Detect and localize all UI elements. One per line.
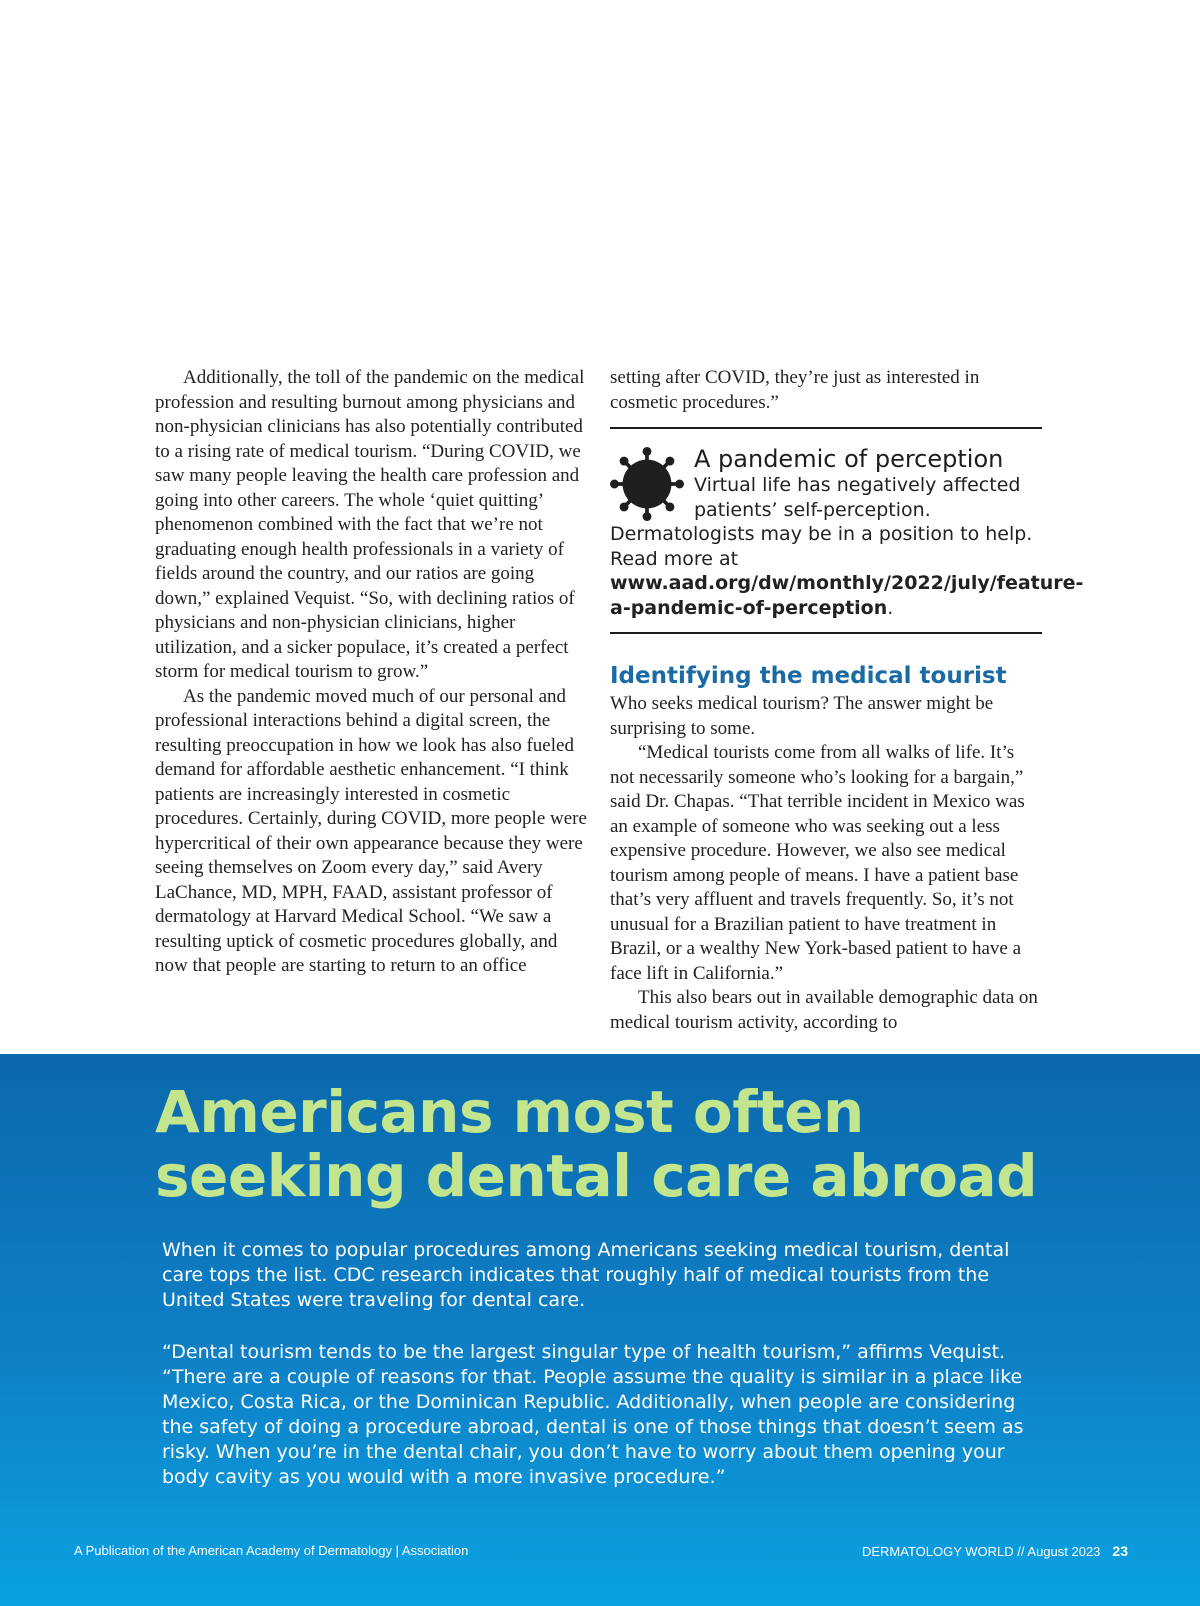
body-paragraph: “Medical tourists come from all walks of life. It’s not necessarily someone who’s looking for a bargain,” said Dr. Chapas. “That terrible incident in Mexico was an example of someone who was seeking out a less expensive procedure. However, we also see medical tourism among people of means. I have a patient base that’s very affluent and travels frequently. So, it’s not unusual for a Brazilian patient to have treatment in Brazil, or a wealthy New York-based patient to have a face lift in California.”	[610, 742, 1025, 984]
sidebar-box	[610, 427, 1084, 634]
body-paragraph: This also bears out in available demographic data on medical tourism activity, according to	[610, 987, 1038, 1033]
left-column	[155, 366, 587, 979]
body-paragraph: Additionally, the toll of the pandemic on the medical profession and resulting burnout among physicians and non-physician clinicians has also potentially contributed to a rising rate of medical tourism. “During COVID, we saw many people leaving the health care profession and going into other careers. The whole ‘quiet quitting’ phenomenon combined with the fact that we’re not graduating enough health professionals in a variety of fields around the country, and our ratios are going down,” explained Vequist. “So, with declining ratios of physicians and non-physician clinicians, higher utilization, and a sicker populace, it’s created a perfect storm for medical tourism to grow.”	[155, 367, 585, 682]
body-paragraph: As the pandemic moved much of our personal and professional interactions behind a digital screen, the resulting preoccupation in how we look has also fueled demand for affordable aesthetic enhancement. “I think patients are increasingly interested in cosmetic procedures. Certainly, during COVID, more people were hypercritical of their own appearance because they were seeing themselves on Zoom every day,” said Avery LaChance, MD, MPH, FAAD, assistant professor of dermatology at Harvard Medical School. “We saw a resulting uptick of cosmetic procedures globally, and now that people are starting to return to an office	[155, 685, 587, 976]
footer-issue	[862, 1543, 1128, 1559]
right-column	[610, 366, 1084, 1035]
body-paragraph: setting after COVID, they’re just as interested in cosmetic procedures.”	[610, 367, 980, 413]
panel-paragraph: “Dental tourism tends to be the largest singular type of health tourism,” affirms Vequist. “There are a couple of reasons for that. People assume the quality is similar in a place like Mexico, Costa Rica, or the Dominican Republic. Additionally, when people are considering the safety of doing a procedure abroad, dental is one of those things that doesn’t seem as risky. When you’re in the dental chair, you don’t have to worry about them opening your body cavity as you would with a more invasive procedure.”	[162, 1341, 1024, 1488]
panel-paragraph: When it comes to popular procedures among Americans seeking medical tourism, dental care tops the list. CDC research indicates that roughly half of medical tourists from the United States were traveling for dental care.	[162, 1239, 1010, 1311]
virus-icon	[610, 447, 684, 521]
footer-publication: A Publication of the American Academy of Dermatology | Association	[74, 1543, 469, 1558]
sidebar-link[interactable]: www.aad.org/dw/monthly/2022/july/feature-a-pandemic-of-perception	[610, 572, 1084, 619]
section-heading: Identifying the medical tourist	[610, 663, 1007, 689]
page-number: 23	[1112, 1543, 1128, 1559]
sidebar-end: .	[887, 596, 894, 619]
body-paragraph: Who seeks medical tourism? The answer might be surprising to some.	[610, 693, 994, 739]
footer-magazine: DERMATOLOGY WORLD // August 2023	[861, 1544, 1101, 1559]
panel-title: Americans most often seeking dental care abroad	[155, 1078, 1038, 1210]
dental-callout-panel	[0, 1054, 1200, 1606]
sidebar-body-text: Virtual life has negatively affected patients’ self-perception. Dermatologists may be in a position to help. Read more at	[610, 474, 1033, 570]
sidebar-title: A pandemic of perception	[694, 445, 1004, 473]
